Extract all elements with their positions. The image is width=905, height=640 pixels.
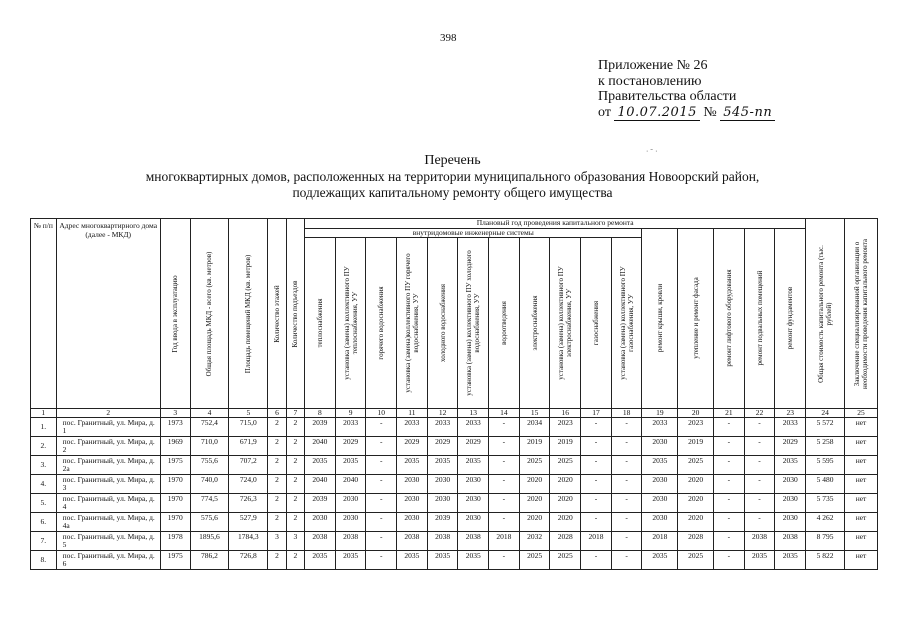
table-cell: 2035 [305, 456, 336, 475]
table-cell: - [489, 551, 520, 570]
table-cell: 2030 [642, 513, 678, 532]
table-cell: 2030 [397, 513, 428, 532]
appendix-line2: к постановлению [598, 73, 702, 89]
table-cell: - [489, 418, 520, 437]
table-cell: 2018 [642, 532, 678, 551]
table-cell: 2035 [642, 456, 678, 475]
table-cell: 2 [286, 456, 304, 475]
table-cell: 752,4 [190, 418, 229, 437]
address-cell: пос. Гранитный, ул. Мира, д. 2 [56, 437, 160, 456]
address-cell: пос. Гранитный, ул. Мира, д. 3 [56, 475, 160, 494]
column-number: 12 [427, 409, 458, 418]
table-body [31, 409, 878, 570]
table-cell: 2033 [335, 418, 366, 437]
table-cell: нет [845, 513, 878, 532]
header-total-cost: Общая стоимость капитального ремонта (тыс. рублей) [806, 219, 845, 409]
table-cell: 724,0 [229, 475, 268, 494]
address-cell: пос. Гранитный, ул. Мира, д. 1 [56, 418, 160, 437]
table-cell: 8 795 [806, 532, 845, 551]
table-cell: 2019 [678, 437, 714, 456]
table-row [31, 437, 878, 456]
column-number: 14 [489, 409, 520, 418]
header-electricity-meter: установка (замена) коллективного ПУ электроснабжения, УУ [550, 238, 581, 409]
table-cell: - [581, 494, 612, 513]
table-cell: 2030 [335, 494, 366, 513]
table-cell: 2020 [550, 475, 581, 494]
row-number-cell: 8. [31, 551, 57, 570]
table-cell: - [714, 513, 745, 532]
table-cell: 2030 [642, 475, 678, 494]
header-heating: теплоснабжения [305, 238, 336, 409]
table-cell: - [744, 494, 775, 513]
table-cell: 2 [268, 437, 286, 456]
header-gas: газоснабжения [581, 238, 612, 409]
table-cell: 2038 [775, 532, 806, 551]
table-cell: 2030 [775, 513, 806, 532]
table-cell: нет [845, 418, 878, 437]
column-number: 21 [714, 409, 745, 418]
table-cell: - [611, 551, 642, 570]
header-year-built: Год ввода в эксплуатацию [160, 219, 190, 409]
table-cell: 1969 [160, 437, 190, 456]
table-cell: 1975 [160, 456, 190, 475]
table-cell: 2035 [335, 456, 366, 475]
table-cell: - [714, 418, 745, 437]
table-cell: 4 262 [806, 513, 845, 532]
table-cell: - [366, 418, 397, 437]
table-cell: 3 [268, 532, 286, 551]
table-cell: 2039 [427, 513, 458, 532]
number-label: № [703, 104, 717, 120]
table-cell: - [744, 418, 775, 437]
table-cell: нет [845, 437, 878, 456]
table-cell: 5 822 [806, 551, 845, 570]
table-cell: - [714, 456, 745, 475]
table-cell: 2020 [678, 494, 714, 513]
table-cell: 1978 [160, 532, 190, 551]
table-cell: - [489, 437, 520, 456]
column-number: 10 [366, 409, 397, 418]
table-cell: 5 258 [806, 437, 845, 456]
table-cell: 2035 [642, 551, 678, 570]
table-row [31, 532, 878, 551]
table-cell: - [489, 494, 520, 513]
table-cell: - [611, 513, 642, 532]
header-cold-water: холодного водоснабжения [427, 238, 458, 409]
table-cell: 2 [286, 494, 304, 513]
table-cell: 2030 [775, 494, 806, 513]
header-foundation: ремонт фундаментов [775, 228, 806, 409]
address-cell: пос. Гранитный, ул. Мира, д. 2а [56, 456, 160, 475]
table-cell: 2 [286, 418, 304, 437]
table-cell: 2025 [550, 551, 581, 570]
table-row [31, 456, 878, 475]
table-cell: 2029 [335, 437, 366, 456]
table-cell: - [581, 513, 612, 532]
column-number-row [31, 409, 878, 418]
header-heating-meter: установка (замена) коллективного ПУ теплоснабжения, УУ [335, 238, 366, 409]
column-number: 20 [678, 409, 714, 418]
table-cell: 3 [286, 532, 304, 551]
buildings-table [30, 218, 878, 570]
row-number-cell: 5. [31, 494, 57, 513]
table-cell: 2 [286, 551, 304, 570]
table-cell: 2035 [427, 551, 458, 570]
table-cell: нет [845, 456, 878, 475]
table-cell: 2038 [305, 532, 336, 551]
table-cell: - [581, 551, 612, 570]
table-cell: 575,6 [190, 513, 229, 532]
table-cell: 2035 [427, 456, 458, 475]
table-cell: 2030 [427, 475, 458, 494]
table-cell: - [581, 437, 612, 456]
column-number: 18 [611, 409, 642, 418]
table-cell: - [744, 437, 775, 456]
table-cell: 2035 [775, 551, 806, 570]
table-cell: - [366, 437, 397, 456]
column-number: 6 [268, 409, 286, 418]
table-cell: 2039 [305, 418, 336, 437]
table-cell: - [611, 418, 642, 437]
table-cell: 2030 [397, 494, 428, 513]
table-cell: 1970 [160, 494, 190, 513]
table-cell: 2035 [305, 551, 336, 570]
table-cell: 726,8 [229, 551, 268, 570]
column-number: 22 [744, 409, 775, 418]
table-cell: 2038 [335, 532, 366, 551]
address-cell: пос. Гранитный, ул. Мира, д. 5 [56, 532, 160, 551]
table-cell: 1975 [160, 551, 190, 570]
title-line1: многоквартирных домов, расположенных на территории муниципального образования Новоорский район, [145, 169, 760, 184]
table-cell: нет [845, 532, 878, 551]
table-cell: 2030 [305, 513, 336, 532]
table-cell: - [714, 494, 745, 513]
column-number: 24 [806, 409, 845, 418]
table-cell: 2029 [397, 437, 428, 456]
table-cell: 2025 [678, 551, 714, 570]
column-number: 17 [581, 409, 612, 418]
table-cell: 2029 [775, 437, 806, 456]
header-cold-water-meter: установка (замена) коллективного ПУ холодного водоснабжения, УУ [458, 238, 489, 409]
header-conclusion: Заключение специализированной организации о необходимости проведения капитального ремонта [845, 219, 878, 409]
header-facade: утепление и ремонт фасада [678, 228, 714, 409]
header-electricity: электроснабжения [519, 238, 550, 409]
table-cell: 2033 [397, 418, 428, 437]
table-cell: - [366, 494, 397, 513]
header-gas-meter: установка (замена) коллективного ПУ газоснабжения, УУ [611, 238, 642, 409]
column-number: 4 [190, 409, 229, 418]
header-address: Адрес многоквартирного дома (далее - МКД) [56, 219, 160, 409]
address-cell: пос. Гранитный, ул. Мира, д. 4а [56, 513, 160, 532]
table-cell: 2033 [458, 418, 489, 437]
table-cell: 2030 [458, 494, 489, 513]
table-cell: - [714, 532, 745, 551]
header-hot-water: горячего водоснабжения [366, 238, 397, 409]
table-cell: 2033 [775, 418, 806, 437]
appendix-line1: Приложение № 26 [598, 58, 708, 73]
table-cell: 707,2 [229, 456, 268, 475]
table-cell: 671,9 [229, 437, 268, 456]
appendix-date-line [598, 105, 775, 121]
table-cell: 2035 [458, 551, 489, 570]
table-cell: - [611, 437, 642, 456]
table-cell: - [489, 475, 520, 494]
table-cell: 2030 [458, 475, 489, 494]
table-row [31, 475, 878, 494]
table-cell: 2 [268, 456, 286, 475]
table-cell: - [581, 418, 612, 437]
table-cell: 2039 [305, 494, 336, 513]
table-cell: 2019 [519, 437, 550, 456]
table-cell: - [611, 456, 642, 475]
table-cell: 2025 [550, 456, 581, 475]
table-cell: 2035 [335, 551, 366, 570]
table-cell: 726,3 [229, 494, 268, 513]
table-cell: 2030 [458, 513, 489, 532]
column-number: 11 [397, 409, 428, 418]
header-num: № п/п [31, 219, 57, 409]
table-cell: 5 480 [806, 475, 845, 494]
table-cell: - [366, 532, 397, 551]
decree-date: 10.07.2015 [614, 105, 699, 121]
table-cell: нет [845, 551, 878, 570]
column-number: 13 [458, 409, 489, 418]
column-number: 25 [845, 409, 878, 418]
table-cell: 2020 [550, 513, 581, 532]
row-number-cell: 6. [31, 513, 57, 532]
row-number-cell: 1. [31, 418, 57, 437]
column-number: 7 [286, 409, 304, 418]
table-cell: 2032 [519, 532, 550, 551]
table-cell: 2030 [427, 494, 458, 513]
table-cell: 2 [268, 418, 286, 437]
header-floors: Количество этажей [268, 219, 286, 409]
table-cell: 2038 [397, 532, 428, 551]
header-planned-year: Плановый год проведения капитального ремонта [305, 219, 806, 229]
table-cell: 1970 [160, 513, 190, 532]
table-cell: - [744, 475, 775, 494]
table-row [31, 494, 878, 513]
table-cell: 2019 [550, 437, 581, 456]
table-cell: 2030 [775, 475, 806, 494]
table-cell: 2029 [458, 437, 489, 456]
table-cell: 2 [286, 513, 304, 532]
column-number: 15 [519, 409, 550, 418]
table-cell: - [714, 437, 745, 456]
table-cell: 2035 [397, 456, 428, 475]
table-cell: 2028 [550, 532, 581, 551]
table-cell: 1895,6 [190, 532, 229, 551]
table-cell: 2020 [678, 513, 714, 532]
row-number-cell: 4. [31, 475, 57, 494]
title-heading: Перечень [424, 153, 481, 168]
table-cell: 1973 [160, 418, 190, 437]
table-cell: 2033 [427, 418, 458, 437]
table-cell: 2038 [458, 532, 489, 551]
table-cell: 2029 [427, 437, 458, 456]
header-basement: ремонт подвальных помещений [744, 228, 775, 409]
table-cell: 2020 [550, 494, 581, 513]
column-number: 2 [56, 409, 160, 418]
table-cell: 2040 [305, 475, 336, 494]
table-cell: 2020 [519, 494, 550, 513]
table-cell: 2038 [744, 532, 775, 551]
header-engineering: внутридомовые инженерные системы [305, 228, 642, 238]
table-cell: 2035 [397, 551, 428, 570]
table-cell: 2038 [427, 532, 458, 551]
table-cell: 2030 [642, 494, 678, 513]
table-cell: 786,2 [190, 551, 229, 570]
column-number: 8 [305, 409, 336, 418]
table-cell: 710,0 [190, 437, 229, 456]
table-cell: - [366, 475, 397, 494]
appendix-block [598, 58, 775, 120]
table-cell: 2 [268, 494, 286, 513]
table-cell: 5 572 [806, 418, 845, 437]
header-total-area: Общая площадь МКД - всего (кв. метров) [190, 219, 229, 409]
table-cell: 774,5 [190, 494, 229, 513]
table-row [31, 551, 878, 570]
table-cell: - [489, 513, 520, 532]
row-number-cell: 2. [31, 437, 57, 456]
table-cell: - [744, 456, 775, 475]
table-cell: - [611, 532, 642, 551]
table-cell: 2035 [775, 456, 806, 475]
table-cell: 2025 [519, 551, 550, 570]
address-cell: пос. Гранитный, ул. Мира, д. 6 [56, 551, 160, 570]
table-cell: - [611, 475, 642, 494]
table-cell: - [744, 513, 775, 532]
header-hot-water-meter: установка (замена)коллективного ПУ горячего водоснабжения, УУ [397, 238, 428, 409]
column-number: 1 [31, 409, 57, 418]
table-row [31, 418, 878, 437]
table-cell: - [581, 475, 612, 494]
table-cell: 2028 [678, 532, 714, 551]
table-cell: - [714, 475, 745, 494]
table-cell: 5 595 [806, 456, 845, 475]
column-number: 16 [550, 409, 581, 418]
table-cell: 2035 [458, 456, 489, 475]
table-cell: 2040 [305, 437, 336, 456]
table-cell: 2 [268, 551, 286, 570]
table-cell: 2030 [642, 437, 678, 456]
from-label: от [598, 104, 611, 120]
table-cell: 2020 [678, 475, 714, 494]
table-cell: 2023 [550, 418, 581, 437]
header-roof: ремонт крыши, кровли [642, 228, 678, 409]
table-row [31, 513, 878, 532]
table-cell: 2034 [519, 418, 550, 437]
header-premises-area: Площадь помещений МКД (кв. метров) [229, 219, 268, 409]
table-cell: нет [845, 494, 878, 513]
column-number: 3 [160, 409, 190, 418]
table-cell: 740,0 [190, 475, 229, 494]
table-cell: нет [845, 475, 878, 494]
table-cell: - [714, 551, 745, 570]
table-cell: - [489, 456, 520, 475]
appendix-line3: Правительства области [598, 89, 737, 104]
table-cell: 2020 [519, 475, 550, 494]
row-number-cell: 3. [31, 456, 57, 475]
table-cell: 2040 [335, 475, 366, 494]
table-cell: 715,0 [229, 418, 268, 437]
table-cell: 2 [268, 513, 286, 532]
header-entrances: Количество подъездов [286, 219, 304, 409]
address-cell: пос. Гранитный, ул. Мира, д. 4 [56, 494, 160, 513]
scan-artifact: ᐧ ᐨ ᐧ [646, 147, 658, 156]
table-cell: 2025 [678, 456, 714, 475]
column-number: 19 [642, 409, 678, 418]
table-cell: 2030 [335, 513, 366, 532]
table-cell: - [366, 551, 397, 570]
table-cell: 1970 [160, 475, 190, 494]
table-cell: - [366, 513, 397, 532]
column-number: 23 [775, 409, 806, 418]
table-cell: 2020 [519, 513, 550, 532]
table-cell: 2035 [744, 551, 775, 570]
table-cell: 2025 [519, 456, 550, 475]
table-cell: 2 [268, 475, 286, 494]
page-number: 398 [440, 32, 457, 44]
table-cell: 2 [286, 437, 304, 456]
table-cell: 1784,3 [229, 532, 268, 551]
table-cell: 2033 [642, 418, 678, 437]
decree-number: 545-пп [720, 105, 775, 121]
table-cell: - [611, 494, 642, 513]
row-number-cell: 7. [31, 532, 57, 551]
table-cell: 2 [286, 475, 304, 494]
table-cell: - [581, 456, 612, 475]
table-cell: 755,6 [190, 456, 229, 475]
column-number: 9 [335, 409, 366, 418]
column-number: 5 [229, 409, 268, 418]
table-cell: 2030 [397, 475, 428, 494]
table-cell: 527,9 [229, 513, 268, 532]
document-title [0, 153, 905, 201]
table-cell: 2018 [581, 532, 612, 551]
table-cell: 5 735 [806, 494, 845, 513]
table-cell: 2023 [678, 418, 714, 437]
title-line2: подлежащих капитальному ремонту общего имущества [292, 185, 613, 200]
table-cell: 2018 [489, 532, 520, 551]
table-cell: - [366, 456, 397, 475]
header-sewerage: водоотведения [489, 238, 520, 409]
header-elevator: ремонт лифтового оборудования [714, 228, 745, 409]
